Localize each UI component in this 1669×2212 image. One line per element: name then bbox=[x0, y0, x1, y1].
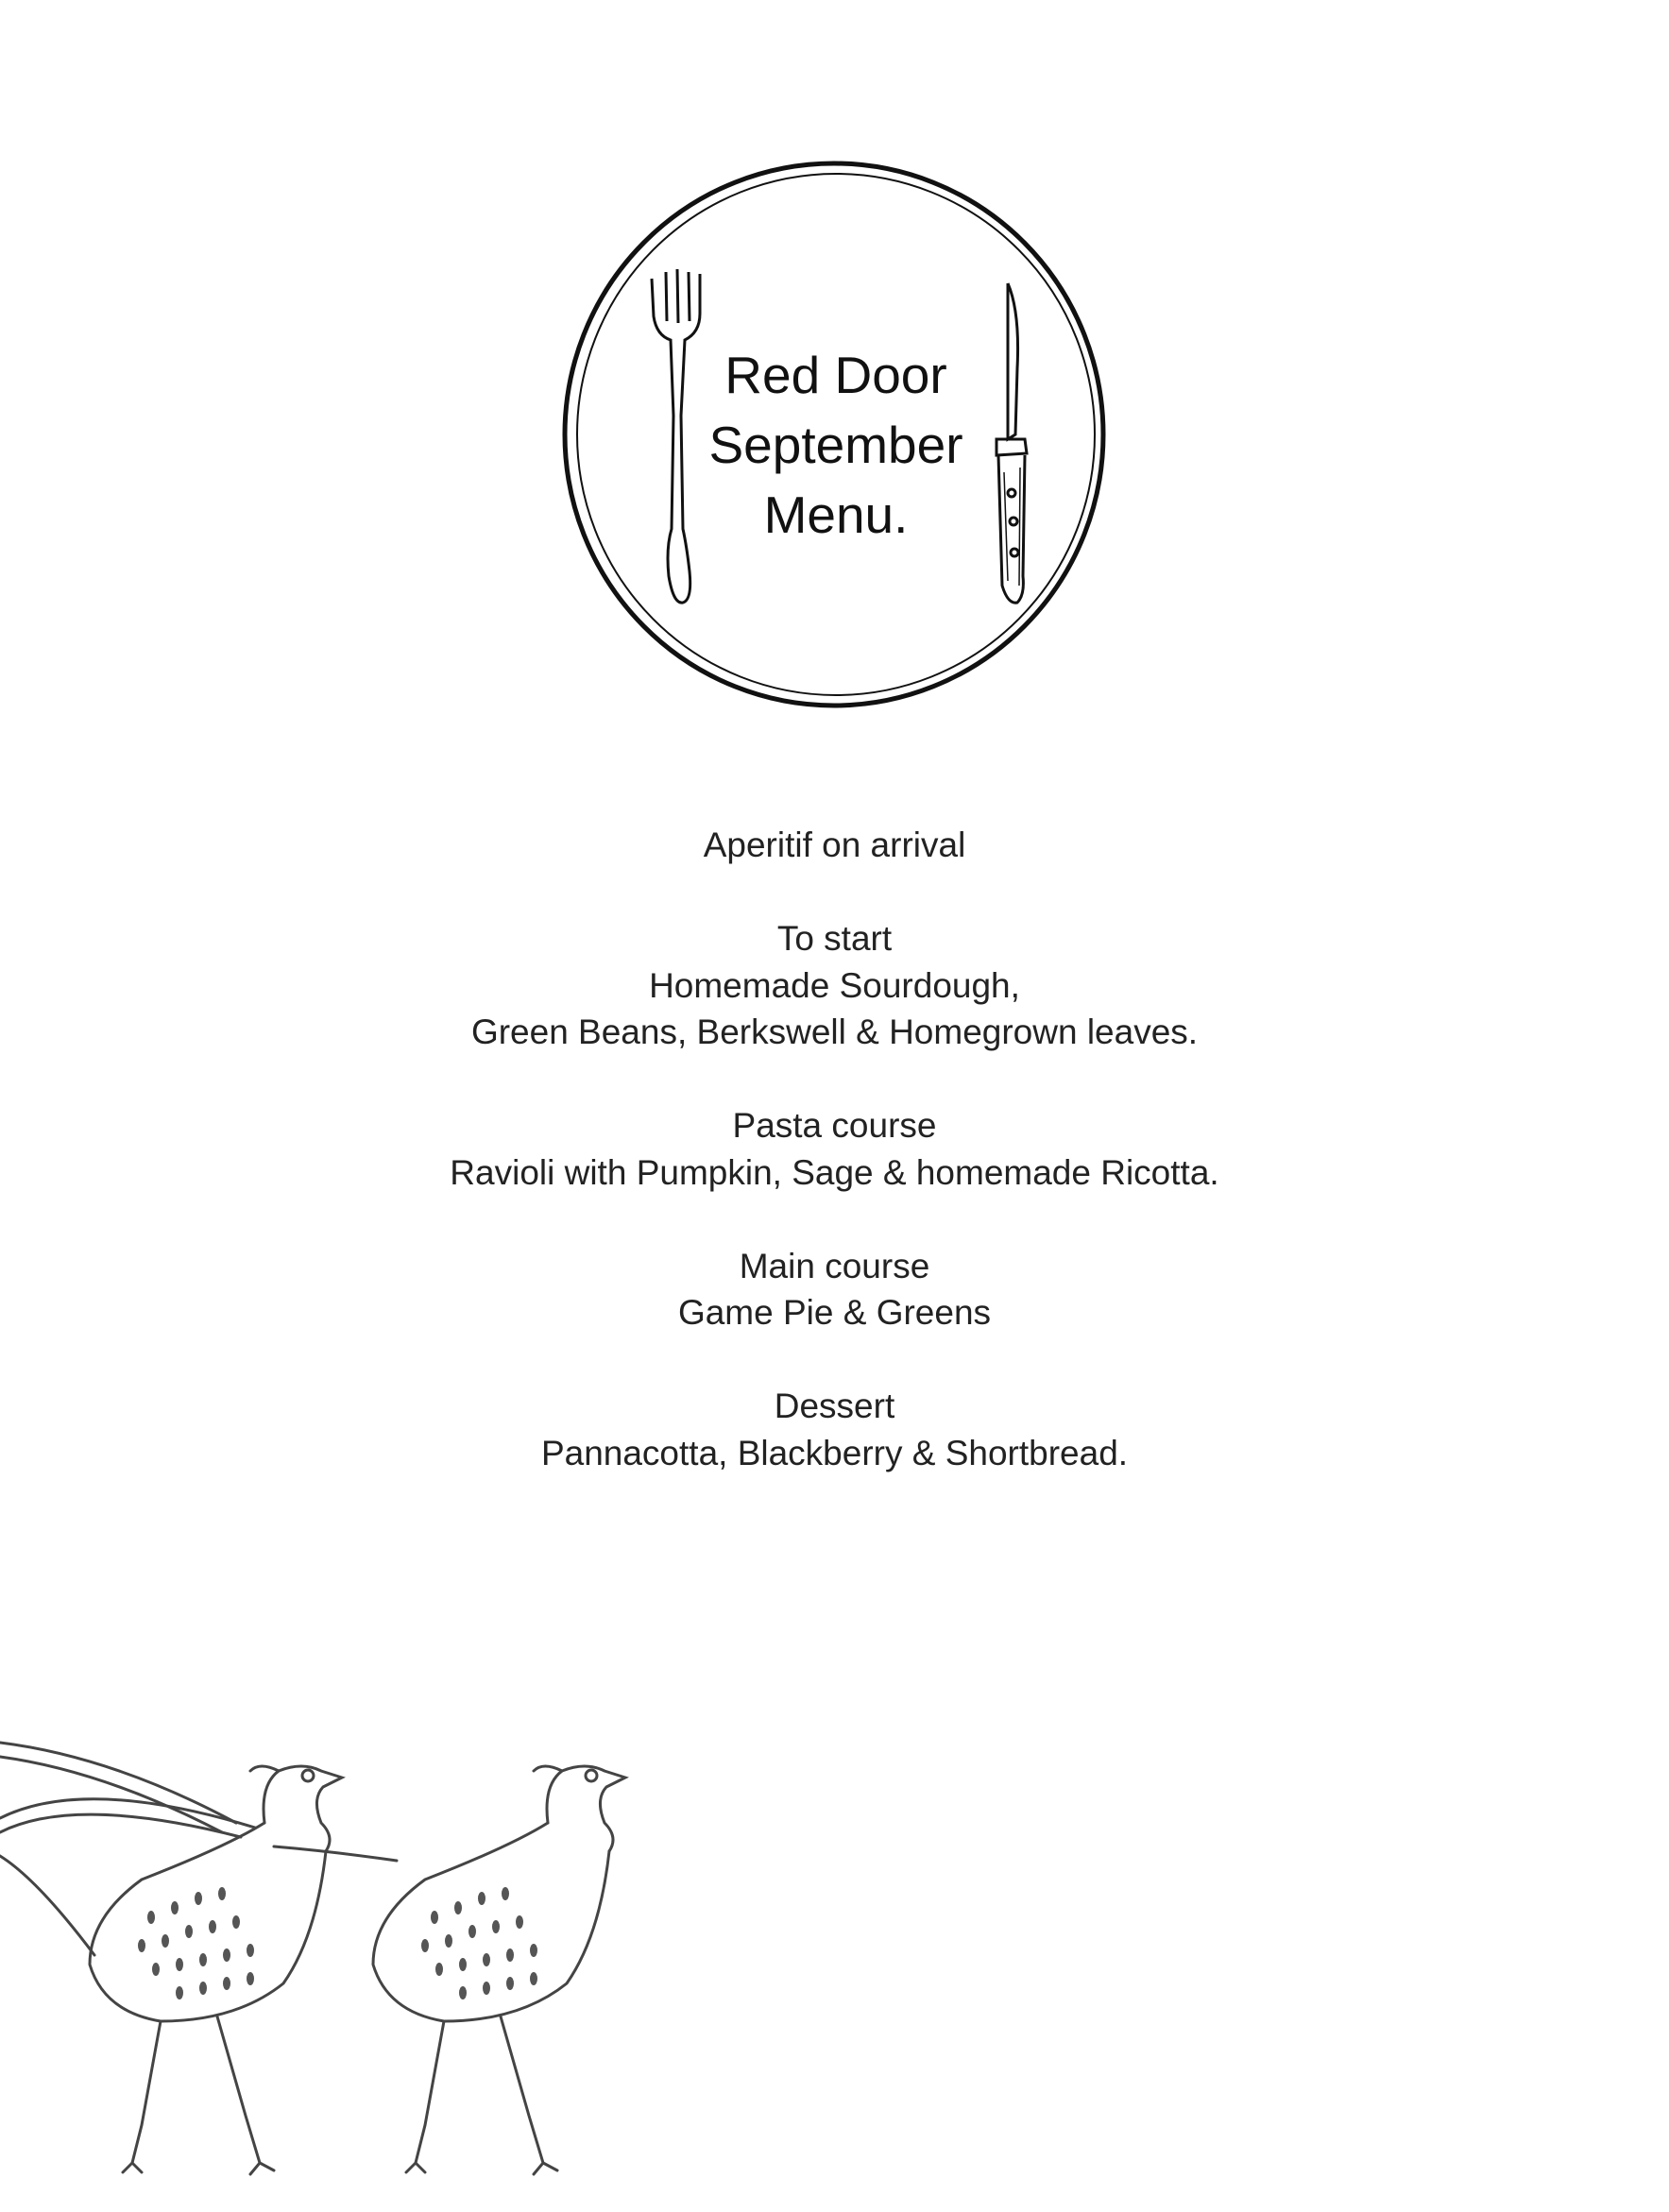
pasta-item: Ravioli with Pumpkin, Sage & homemade Ricotta. bbox=[450, 1152, 1219, 1192]
main-section bbox=[0, 1243, 1669, 1336]
pheasants-illustration bbox=[0, 1719, 661, 2207]
title-line-2: September bbox=[708, 416, 963, 474]
dessert-heading: Dessert bbox=[774, 1387, 895, 1425]
menu-title bbox=[524, 340, 1148, 550]
menu-courses bbox=[0, 822, 1669, 1523]
starter-section bbox=[0, 915, 1669, 1056]
plate-illustration bbox=[524, 151, 1148, 737]
starter-item: Green Beans, Berkswell & Homegrown leaves. bbox=[470, 1012, 1199, 1051]
pasta-section bbox=[0, 1102, 1669, 1196]
title-line-3: Menu. bbox=[763, 485, 909, 544]
dessert-item: Pannacotta, Blackberry & Shortbread. bbox=[540, 1433, 1129, 1472]
pheasant-icon bbox=[0, 1719, 661, 2207]
starter-item: Homemade Sourdough, bbox=[649, 965, 1020, 1005]
dessert-section bbox=[0, 1383, 1669, 1476]
aperitif-section bbox=[0, 822, 1669, 869]
aperitif-text: Aperitif on arrival bbox=[703, 825, 966, 864]
pasta-heading: Pasta course bbox=[732, 1106, 937, 1145]
title-line-1: Red Door bbox=[724, 346, 947, 404]
starter-heading: To start bbox=[776, 919, 893, 958]
main-item: Game Pie & Greens bbox=[677, 1293, 992, 1332]
main-heading: Main course bbox=[739, 1246, 930, 1285]
